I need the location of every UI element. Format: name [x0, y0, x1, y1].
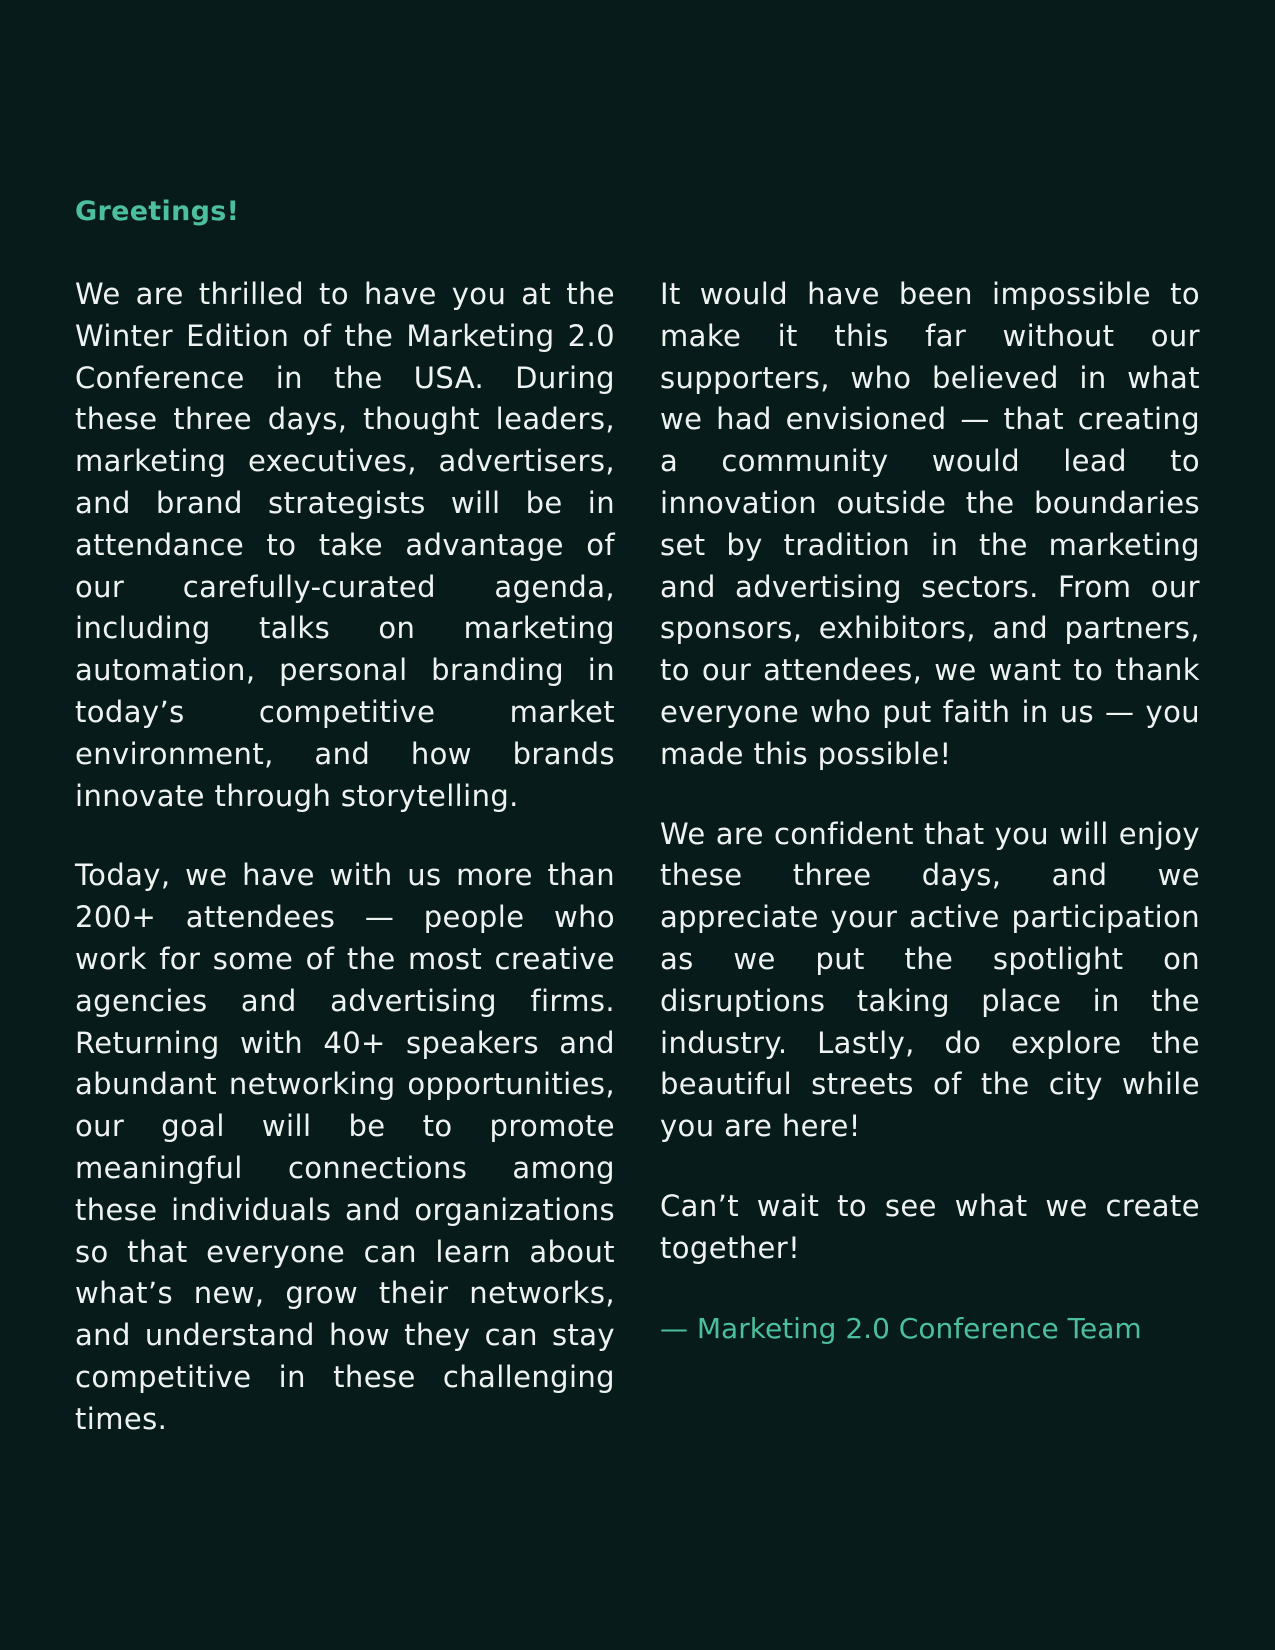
paragraph-attendees: Today, we have with us more than 200+ attendees — people who work for some of the most creative agencies and advertising firms. Returning with 40+ speakers and abundant networking opportunities, our goal will be to promote meaningful connections among these individuals and organizations so that everyone can learn about what’s new, grow their networks, and understand how they can stay competitive in these challenging times.	[75, 858, 615, 1436]
paragraph-confidence: We are confident that you will enjoy these three days, and we appreciate your active participation as we put the spotlight on disruptions taking place in the industry. Lastly, do explore the beautiful streets of the city while you are here!	[660, 816, 1200, 1144]
paragraph-welcome: We are thrilled to have you at the Winter Edition of the Marketing 2.0 Conference in the USA. During these three days, thought leaders, marketing executives, advertisers, and brand strategists will be in attendance to take advantage of our carefully-curated agenda, including talks on marketing automation, personal branding in today’s competitive market environment, and how brands innovate through storytelling.	[75, 277, 615, 813]
greeting-heading: Greetings!	[75, 196, 240, 227]
paragraph-thanks: It would have been impossible to make it this far without our supporters, who believed in what we had envisioned — that creating a community would lead to innovation outside the boundaries set by tradition in the marketing and advertising sectors. From our sponsors, exhibitors, and partners, to our attendees, we want to thank everyone who put faith in us — you made this possible!	[660, 277, 1200, 771]
paragraph-closing: Can’t wait to see what we create together!	[660, 1188, 1200, 1265]
signature: — Marketing 2.0 Conference Team	[660, 1311, 1142, 1345]
right-column	[660, 274, 1200, 1387]
left-column	[75, 274, 615, 1479]
